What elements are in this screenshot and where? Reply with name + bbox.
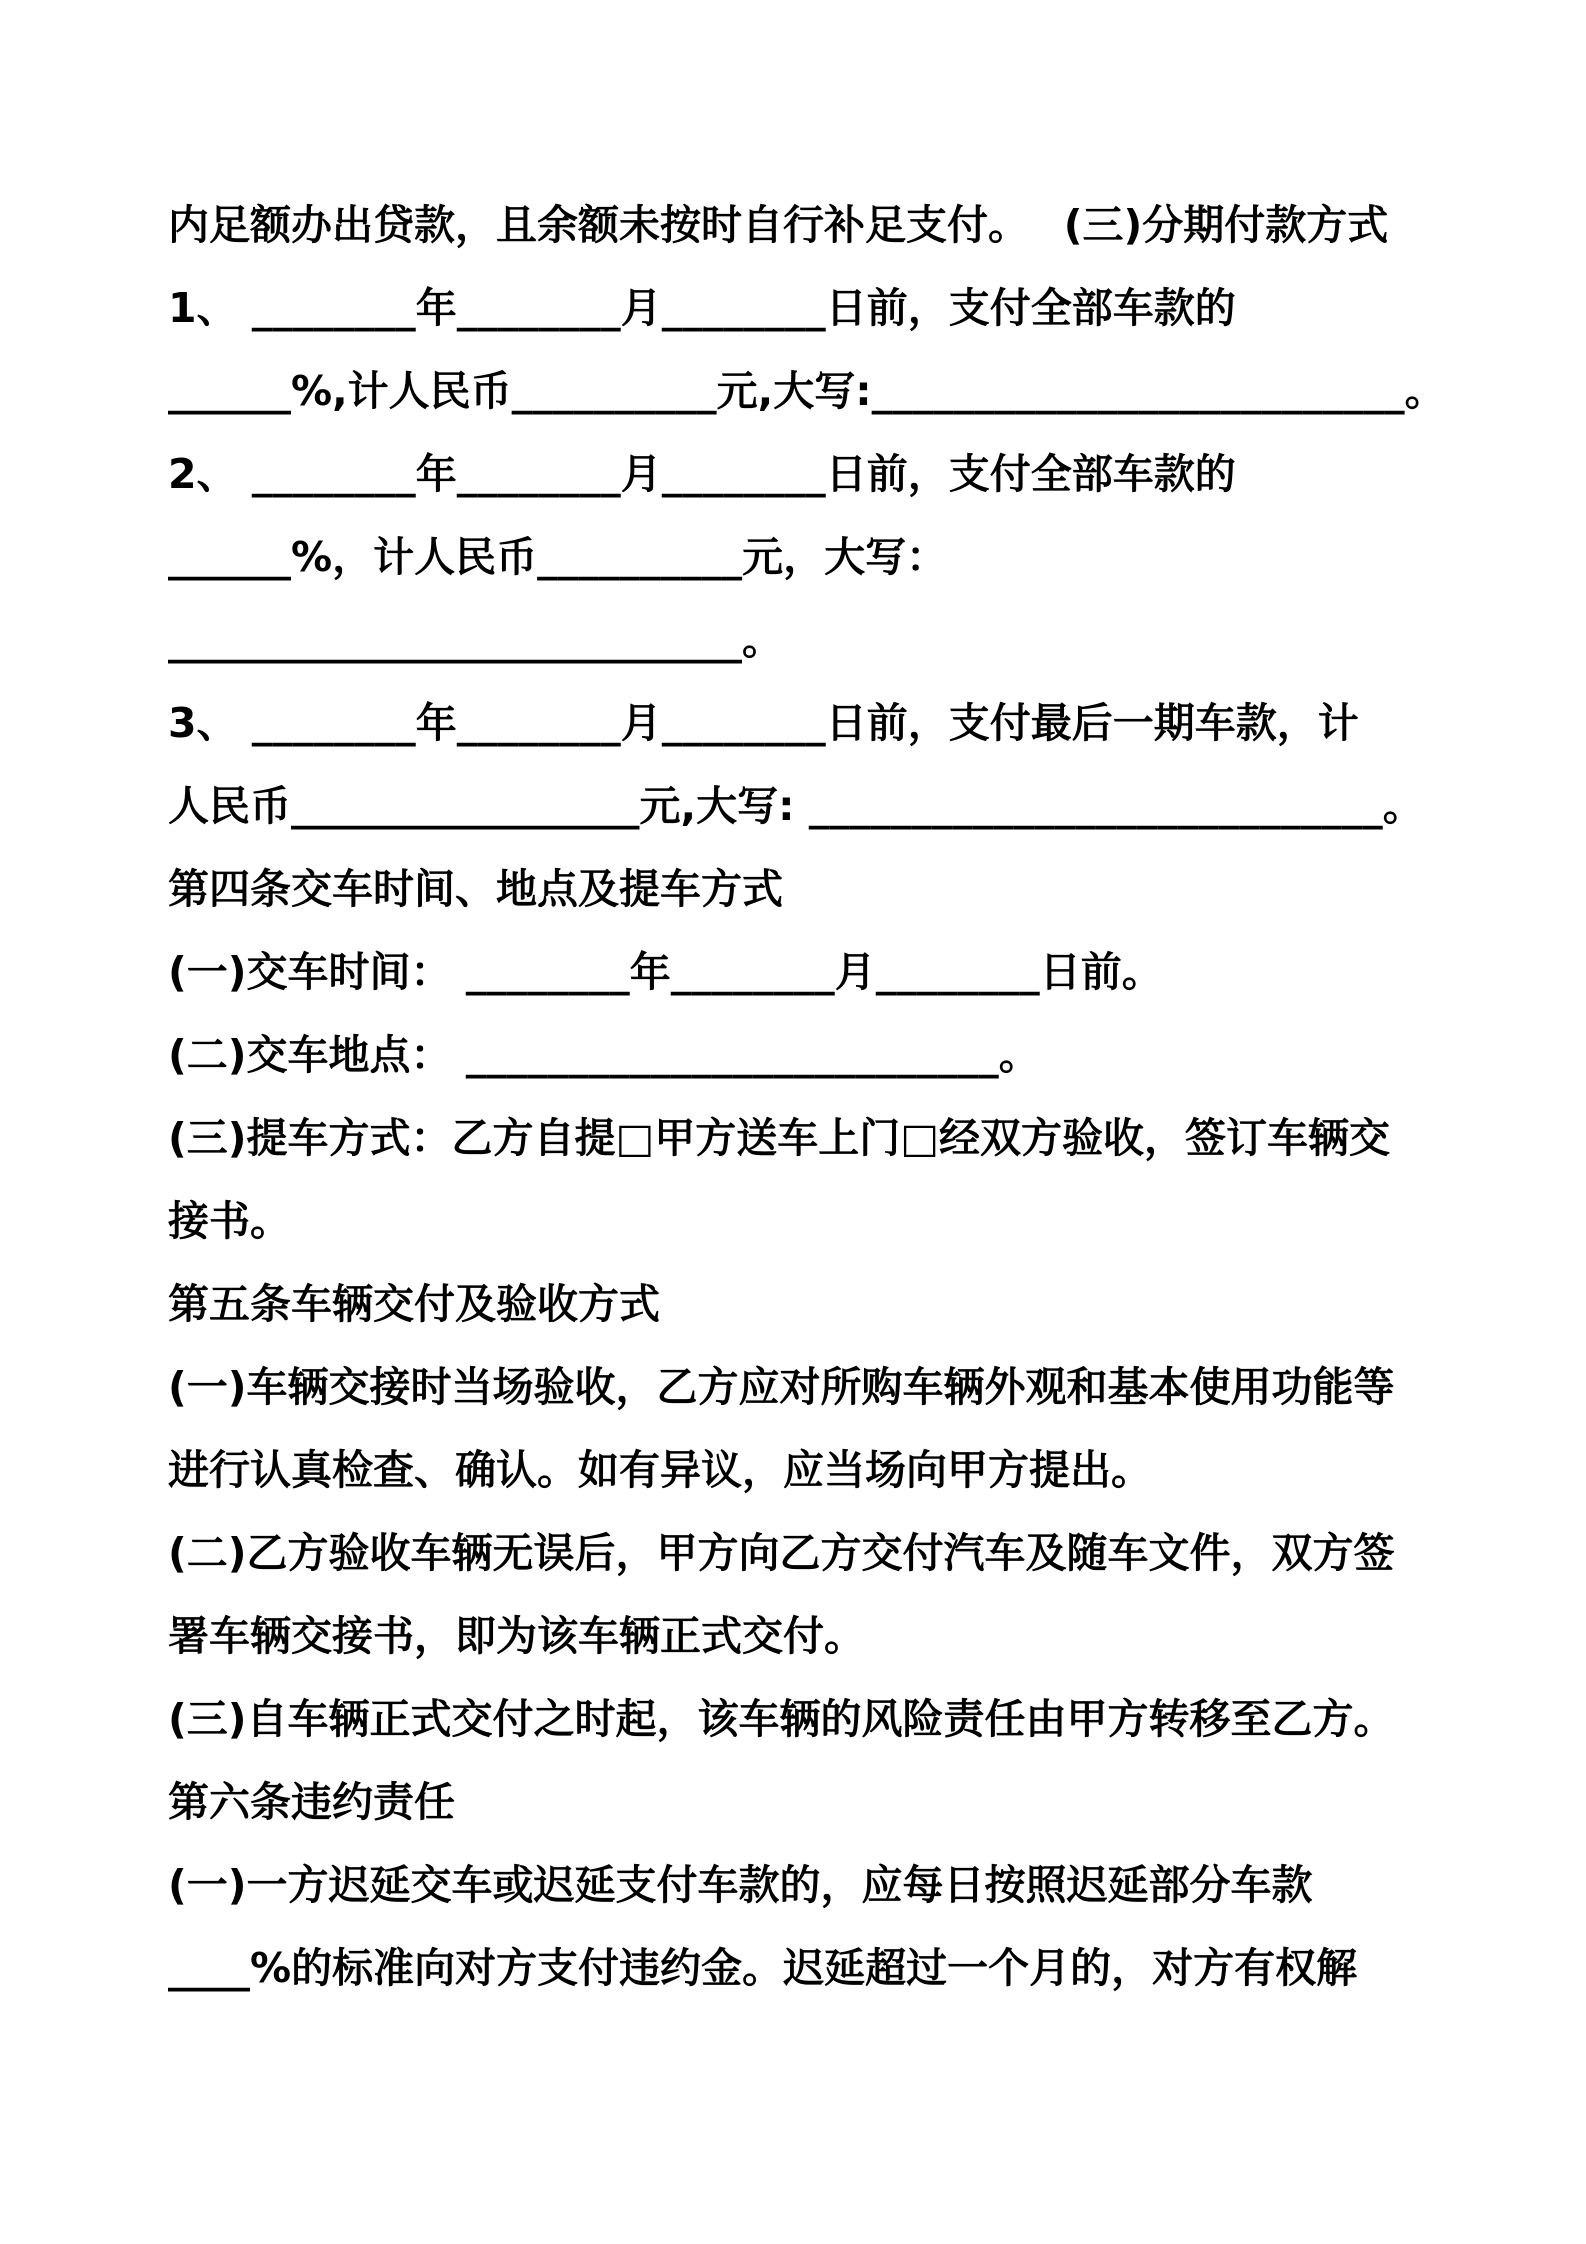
line-breach-item1: (一)一方迟延交车或迟延支付车款的，应每日按照迟延部分车款 (168, 1861, 1313, 1909)
line-pickup-method-wrap: 接书。 (168, 1197, 291, 1245)
line-delivery-location: (二)交车地点： __________________________。 (168, 1031, 1040, 1079)
line-acceptance-item1: (一)车辆交接时当场验收，乙方应对所购车辆外观和基本使用功能等 (168, 1363, 1395, 1411)
line-installment1-date: 1、 ________年________月________日前，支付全部车款的 (168, 284, 1236, 332)
heading-clause6: 第六条违约责任 (168, 1778, 455, 1826)
line-delivery-time: (一)交车时间： ________年________月________日前。 (168, 948, 1163, 996)
contract-text-block (168, 184, 1448, 2010)
line-installment3-amount: 人民币_________________元,大写: ____________________________。 (168, 782, 1424, 830)
line-pickup-method: (三)提车方式：乙方自提□甲方送车上门□经双方验收，签订车辆交 (168, 1114, 1390, 1162)
line-installment2-amount: ______%，计人民币__________元，大写： (168, 533, 948, 581)
line-installment1-amount: ______%,计人民币__________元,大写:__________________________。 (168, 367, 1446, 415)
line-installment3-date: 3、 ________年________月________日前，支付最后一期车款，计 (168, 699, 1359, 747)
line-acceptance-item2: (二)乙方验收车辆无误后，甲方向乙方交付汽车及随车文件，双方签 (168, 1529, 1395, 1577)
heading-clause4: 第四条交车时间、地点及提车方式 (168, 865, 783, 913)
line-acceptance-item1-wrap: 进行认真检查、确认。如有异议，应当场向甲方提出。 (168, 1446, 1152, 1494)
line-installment2-date: 2、 ________年________月________日前，支付全部车款的 (168, 450, 1236, 498)
line-breach-item1-wrap: ____%的标准向对方支付违约金。迟延超过一个月的，对方有权解 (168, 1944, 1358, 1992)
line-acceptance-item3: (三)自车辆正式交付之时起，该车辆的风险责任由甲方转移至乙方。 (168, 1695, 1395, 1743)
heading-clause5: 第五条车辆交付及验收方式 (168, 1280, 660, 1328)
line-installment2-amount-blank: ____________________________。 (168, 616, 783, 664)
line-acceptance-item2-wrap: 署车辆交接书，即为该车辆正式交付。 (168, 1612, 865, 1660)
line-installment-heading: 内足额办出贷款，且余额未按时自行补足支付。 (三)分期付款方式 (168, 201, 1389, 249)
